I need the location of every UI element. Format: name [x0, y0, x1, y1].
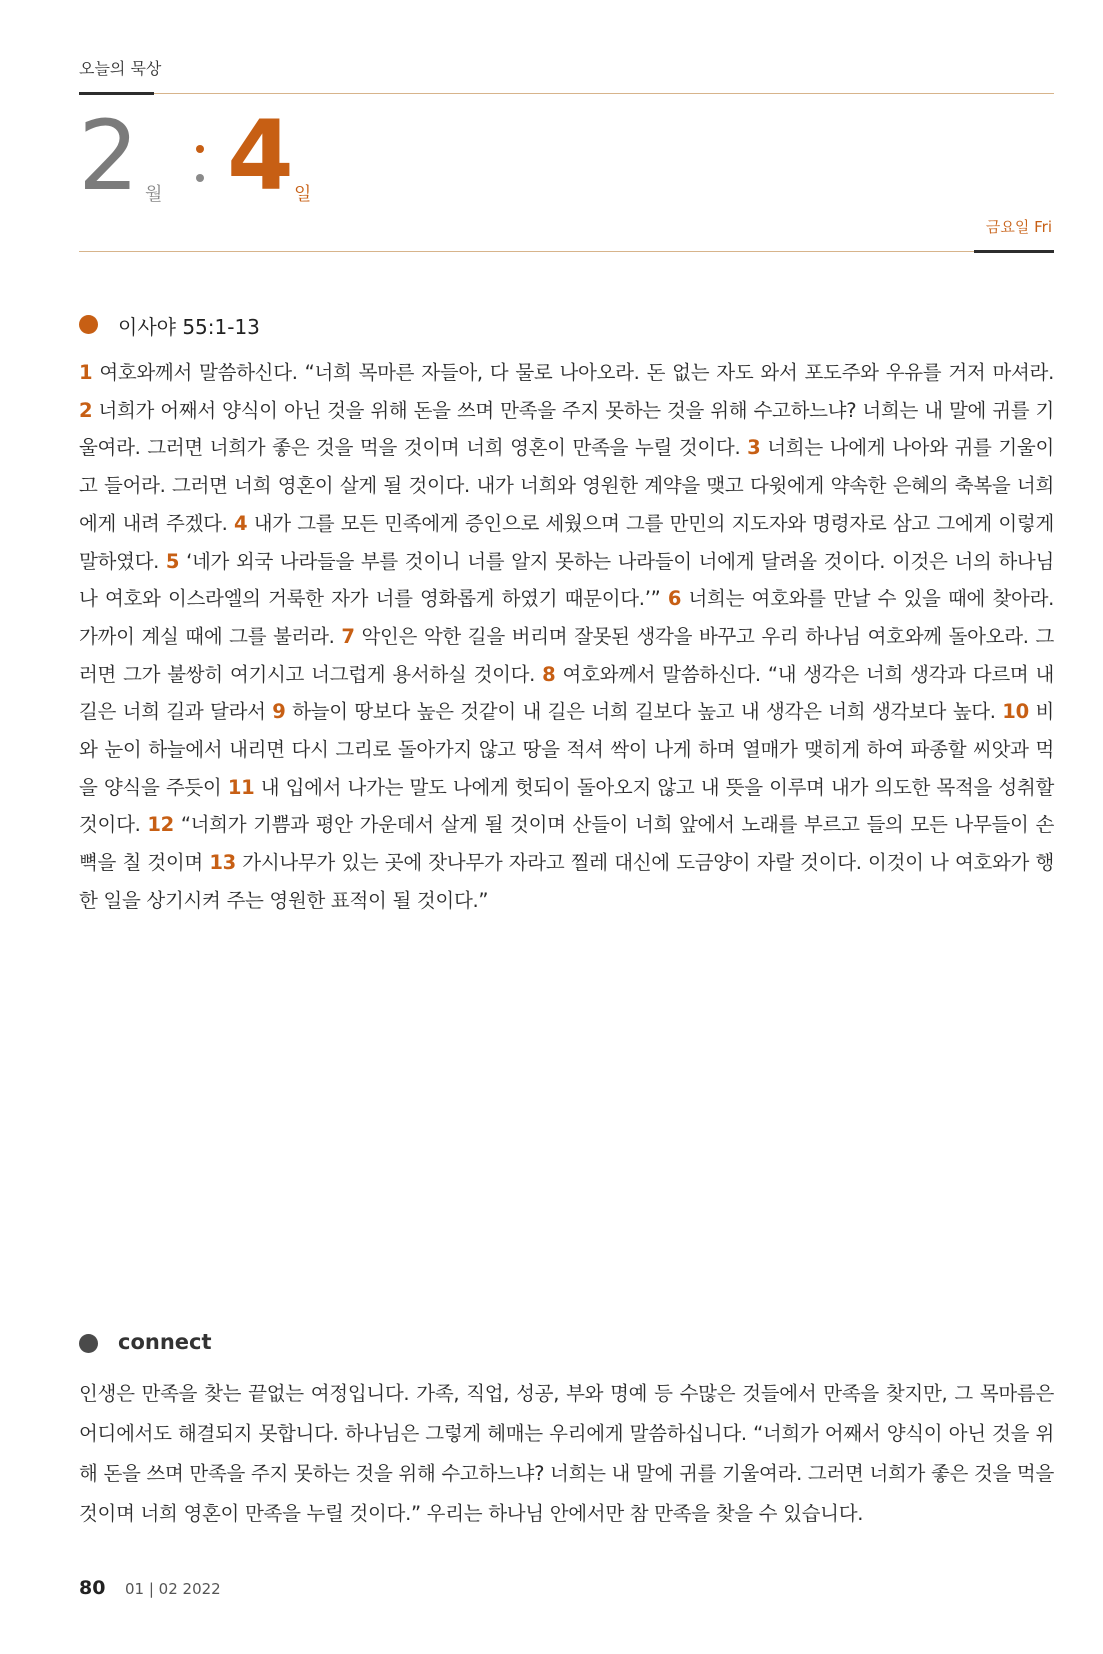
verse-number: 7 — [341, 624, 355, 648]
month-unit: 월 — [145, 184, 163, 205]
verse-number: 5 — [165, 549, 180, 573]
passage-reference: 이사야 55:1-13 — [118, 315, 260, 339]
date-divider-accent — [974, 250, 1054, 253]
weekday-label: 금요일 Fri — [985, 218, 1052, 236]
verse-number: 13 — [209, 851, 236, 875]
verse-number: 6 — [667, 587, 682, 611]
connect-body: 인생은 만족을 찾는 끝없는 여정입니다. 가족, 직업, 성공, 부와 명예 등 수많은 것들에서 만족을 찾지만, 그 목마름은 어디에서도 해결되지 못합니다. 하나님은 그렇게 헤매는 우리에게 말씀하십니다. “너희가 어째서 양식이 아닌 것을 위해 돈을 쓰며 만족을 주지 못하는 것을 위해 수고하느냐? 너희는 내 말에 귀를 기울여라. 그러면 너희가 좋은 것을 먹을 것이며 너희 영혼이 만족을 누릴 것이다.” 우리는 하나님 안에서만 참 만족을 찾을 수 있습니다. — [79, 1382, 1054, 1525]
connect-heading: connect — [118, 1330, 212, 1354]
verse-number: 1 — [79, 361, 93, 384]
day-number: 4 — [227, 100, 292, 212]
verse-number: 3 — [747, 436, 761, 460]
section-label: 오늘의 묵상 — [79, 59, 162, 78]
verse-text: 너희가 어째서 양식이 아닌 것을 위해 돈을 쓰며 만족을 주지 못하는 것을 위해 수고하느냐? 너희는 내 말에 귀를 기울여라. 그러면 너희가 좋은 것을 먹을 것이며 너희 영혼이 만족을 누릴 것이다. — [79, 398, 1054, 460]
verse-number: 8 — [542, 662, 556, 686]
verse-text: 하늘이 땅보다 높은 것같이 내 길은 너희 길보다 높고 내 생각은 너희 생각보다 높다. — [285, 700, 1003, 724]
verse-text: 가시나무가 있는 곳에 잣나무가 자라고 찔레 대신에 도금양이 자랄 것이다. 이것이 나 여호와가 행한 일을 상기시켜 주는 영원한 표적이 될 것이다.” — [79, 851, 1055, 912]
day-unit: 일 — [294, 184, 312, 205]
date-divider — [79, 251, 1054, 252]
month-number: 2 — [78, 100, 138, 212]
verse-number: 11 — [227, 775, 255, 799]
verse-text: 여호와께서 말씀하신다. “너희 목마른 자들아, 다 물로 나아오라. 돈 없는 자도 와서 포도주와 우유를 거저 마셔라. — [92, 361, 1054, 384]
top-divider — [79, 93, 1054, 94]
verse-text: 너희는 나에게 나아와 귀를 기울이고 들어라. 그러면 너희 영혼이 살게 될 것이다. 내가 너희와 영원한 계약을 맺고 다윗에게 약속한 은혜의 축복을 너희에게 내려 주겠다. — [79, 436, 1054, 535]
verse-text: 악인은 악한 길을 버리며 잘못된 생각을 바꾸고 우리 하나님 여호와께 돌아오라. 그러면 그가 불쌍히 여기시고 너그럽게 용서하실 것이다. — [79, 624, 1054, 686]
issue-date: 01 | 02 2022 — [125, 1580, 221, 1598]
verse-text: “너희가 기쁨과 평안 가운데서 살게 될 것이며 산들이 너희 앞에서 노래를 부르고 들의 모든 나무들이 손뼉을 칠 것이며 — [79, 813, 1054, 875]
verse-text: ‘네가 외국 나라들을 부를 것이니 너를 알지 못하는 나라들이 너에게 달려올 것이다. 이것은 너의 하나님 나 여호와 이스라엘의 거룩한 자가 너를 영화롭게 하였기 때문이다.’” — [79, 549, 1054, 611]
verse-number: 4 — [234, 511, 248, 535]
date-separator-dot-bottom — [196, 174, 204, 182]
scripture-passage — [79, 354, 1054, 920]
verse-number: 2 — [79, 398, 93, 422]
verse-number: 12 — [147, 813, 174, 837]
verse-text: 내 입에서 나가는 말도 나에게 헛되이 돌아오지 않고 내 뜻을 이루며 내가 의도한 목적을 성취할 것이다. — [79, 775, 1054, 837]
verse-number: 9 — [272, 700, 286, 724]
verse-text: 비와 눈이 하늘에서 내리면 다시 그리로 돌아가지 않고 땅을 적셔 싹이 나게 하며 열매가 맺히게 하여 파종할 씨앗과 먹을 양식을 주듯이 — [79, 700, 1054, 799]
top-divider-accent — [79, 92, 154, 95]
connect-bullet-icon — [79, 1334, 98, 1353]
verse-text: 너희는 여호와를 만날 수 있을 때에 찾아라. 가까이 계실 때에 그를 불러라. — [79, 587, 1055, 648]
verse-text: 여호와께서 말씀하신다. “내 생각은 너희 생각과 다르며 내 길은 너희 길과 달라서 — [79, 662, 1054, 724]
verse-text: 내가 그를 모든 민족에게 증인으로 세웠으며 그를 만민의 지도자와 명령자로 삼고 그에게 이렇게 말하였다. — [79, 511, 1055, 573]
date-separator-dot-top — [196, 145, 204, 153]
passage-bullet-icon — [79, 315, 98, 334]
verse-number: 10 — [1002, 700, 1029, 724]
page-number: 80 — [79, 1577, 106, 1599]
